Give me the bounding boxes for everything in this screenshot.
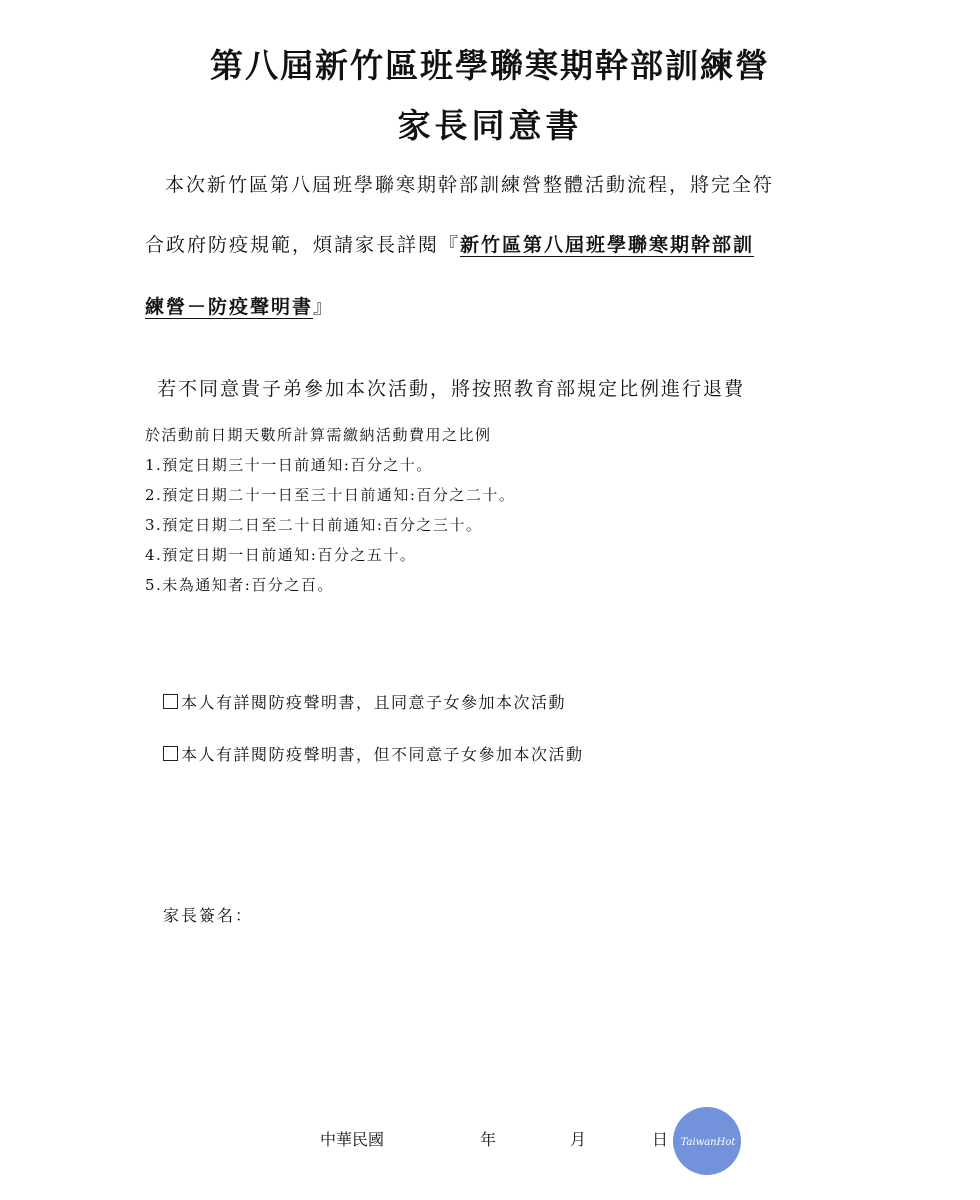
- consent-agree-label: 本人有詳閱防疫聲明書，且同意子女參加本次活動: [181, 693, 567, 712]
- document-subtitle: 家長同意書: [397, 106, 583, 145]
- consent-disagree-label: 本人有詳閱防疫聲明書，但不同意子女參加本次活動: [181, 745, 584, 764]
- parent-signature-label: 家長簽名：: [163, 906, 254, 925]
- taiwanhot-watermark-logo: [673, 1107, 741, 1175]
- declaration-reference-part1: 新竹區第八屆班學聯寒期幹部訓: [460, 234, 755, 256]
- date-era-label: 中華民國: [320, 1130, 385, 1149]
- refund-intro: 若不同意貴子弟參加本次活動，將按照教育部規定比例進行退費: [157, 378, 746, 400]
- consent-disagree-checkbox[interactable]: [163, 746, 178, 761]
- watermark-text: TaiwanHot: [680, 1137, 736, 1148]
- refund-rule-item: 4.預定日期一日前通知:百分之五十。: [145, 546, 417, 564]
- document-title: 第八屆新竹區班學聯寒期幹部訓練營: [210, 46, 770, 85]
- consent-agree-checkbox[interactable]: [163, 694, 178, 709]
- refund-rule-item: 1.預定日期三十一日前通知:百分之十。: [145, 456, 433, 474]
- intro-paragraph-line2: [145, 230, 754, 257]
- declaration-reference-part2: 練營－防疫聲明書: [145, 296, 314, 318]
- intro-paragraph-line3: [145, 292, 334, 319]
- date-day-label: 日: [652, 1130, 669, 1149]
- refund-rule-item: 5.未為通知者:百分之百。: [145, 576, 334, 594]
- date-year-label: 年: [480, 1130, 497, 1149]
- intro-line2-text: 合政府防疫規範，煩請家長詳閱『: [145, 234, 461, 256]
- refund-rule-item: 3.預定日期二日至二十日前通知:百分之三十。: [145, 516, 483, 534]
- refund-basis: 於活動前日期天數所計算需繳納活動費用之比例: [145, 426, 492, 444]
- consent-disagree-option[interactable]: [163, 742, 584, 765]
- refund-rule-item: 2.預定日期二十一日至三十日前通知:百分之二十。: [145, 486, 516, 504]
- intro-paragraph-line1: 本次新竹區第八屆班學聯寒期幹部訓練營整體活動流程，將完全符: [165, 174, 775, 196]
- date-month-label: 月: [570, 1130, 587, 1149]
- intro-line3-text: 』: [313, 296, 335, 318]
- consent-agree-option[interactable]: [163, 690, 566, 713]
